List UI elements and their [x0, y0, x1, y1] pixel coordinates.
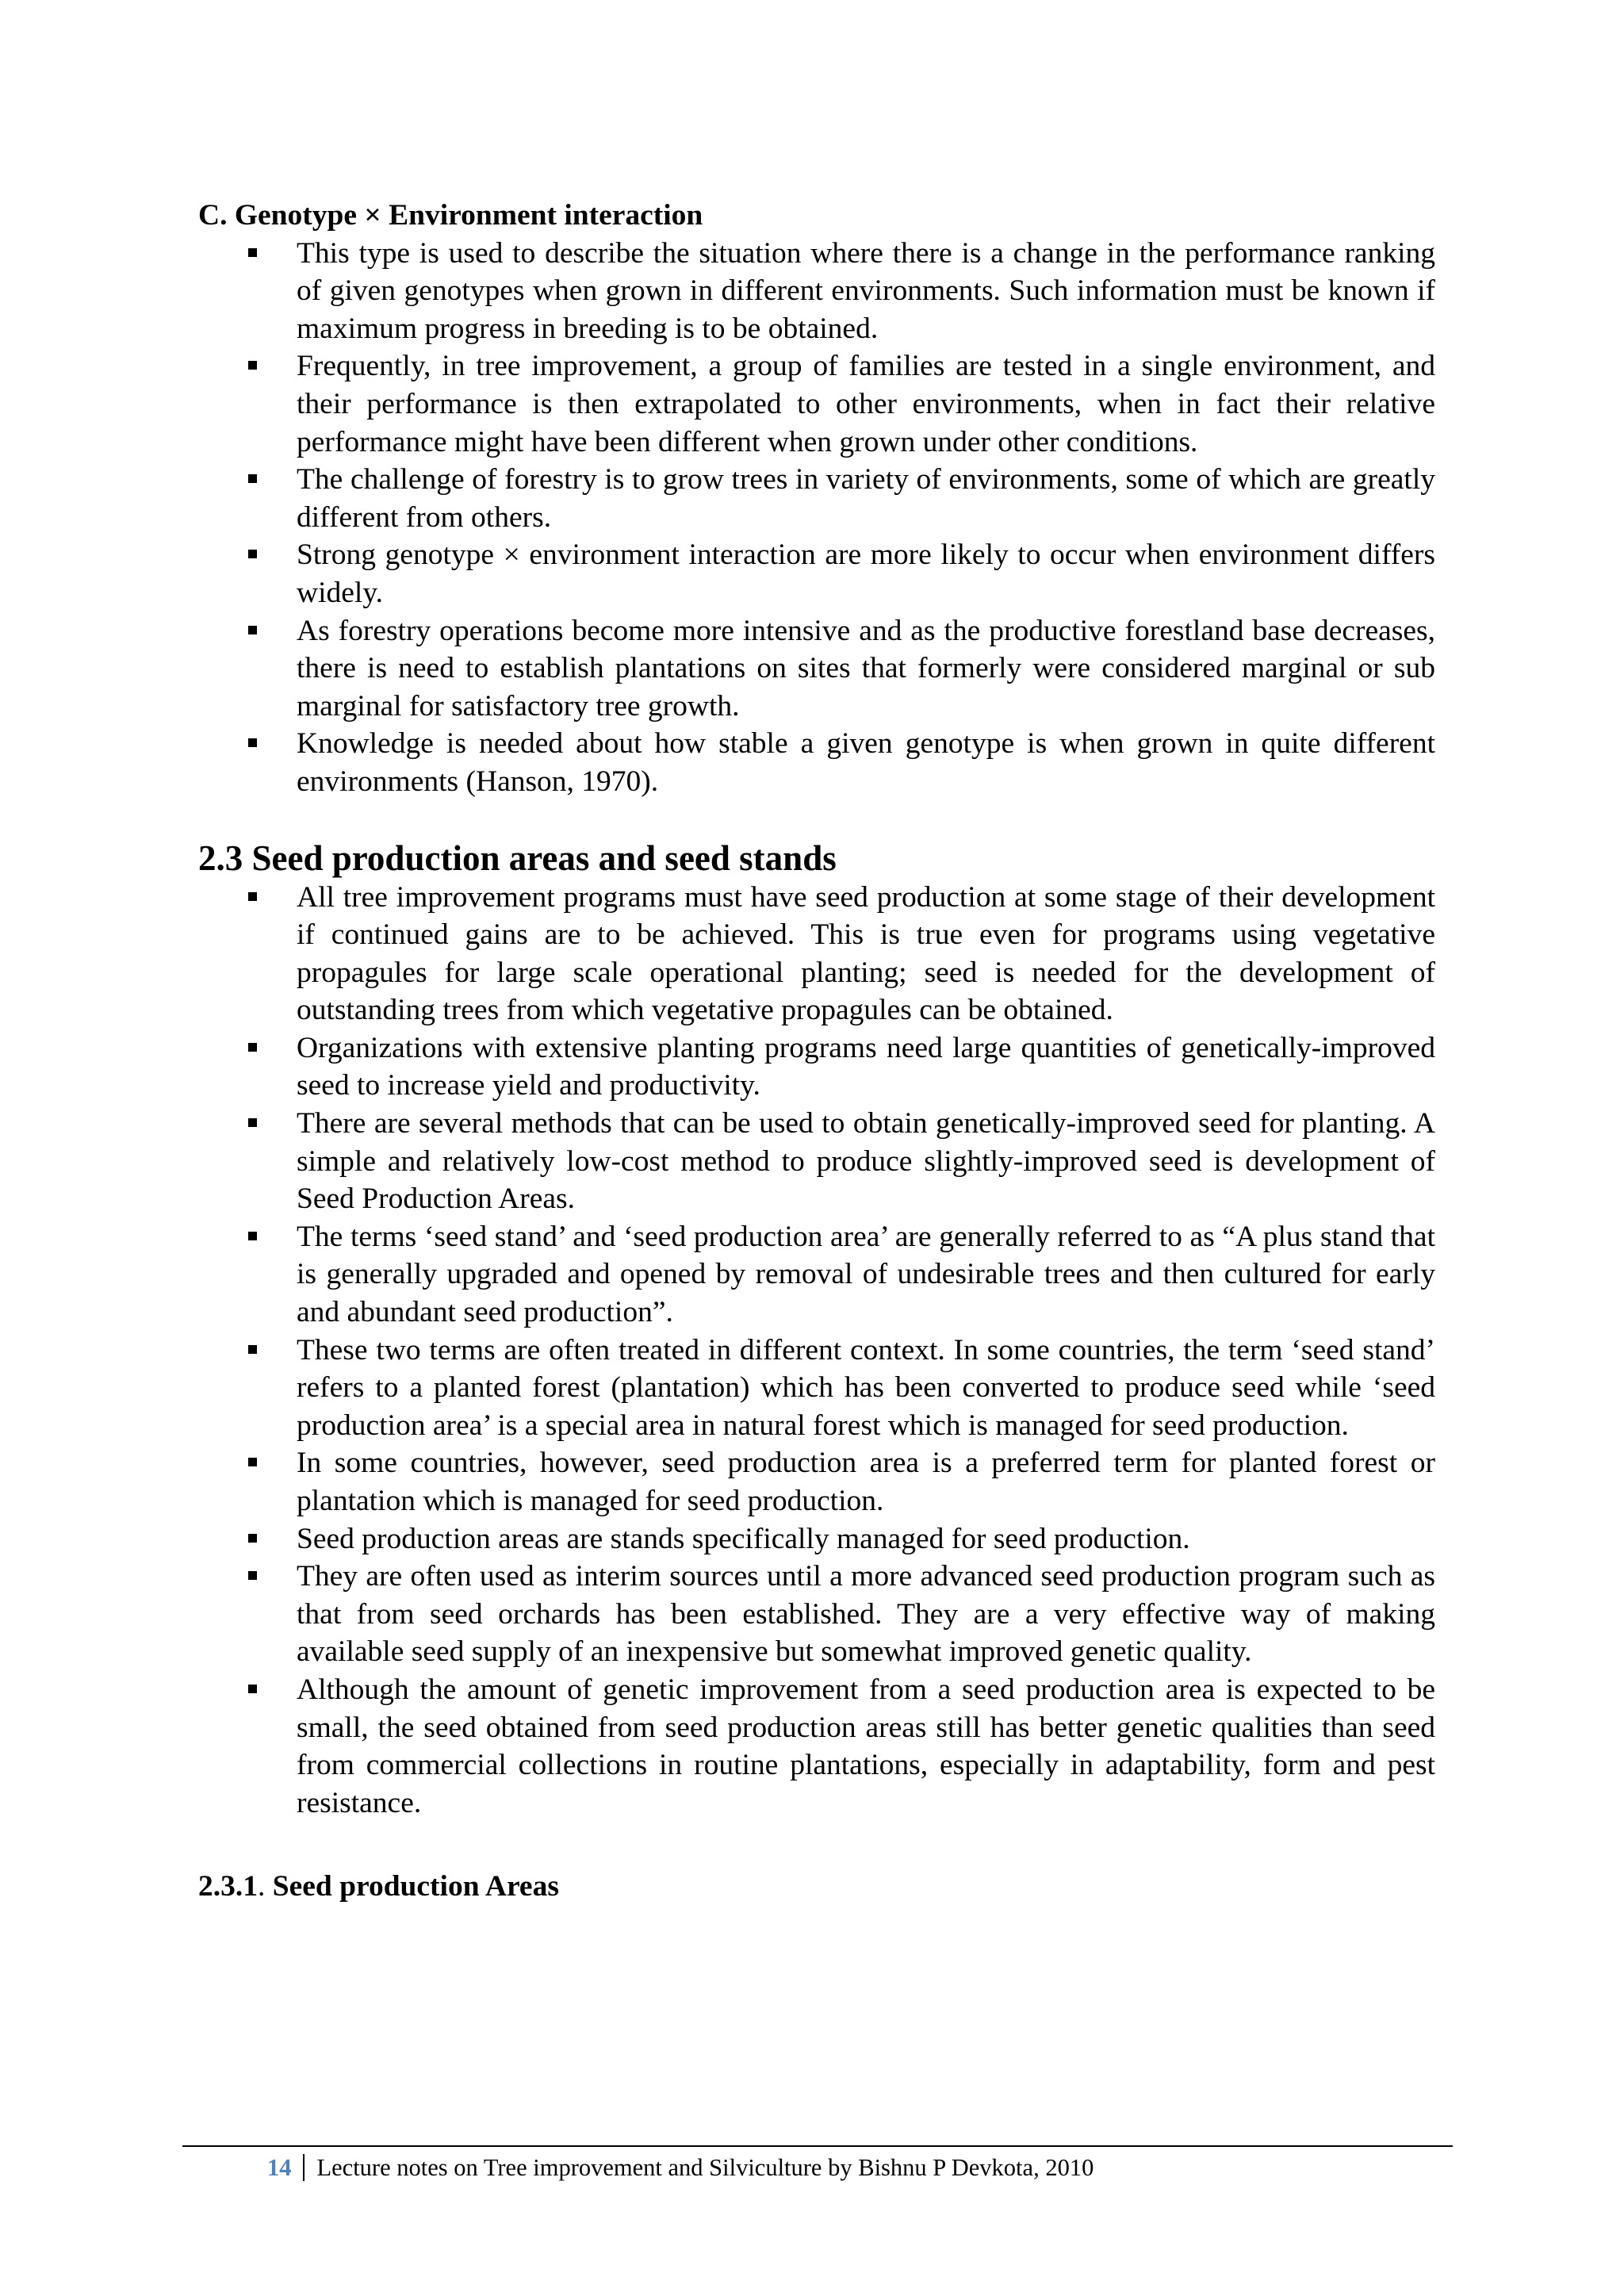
list-item-text: As forestry operations become more intensive and as the productive forestland base decreases, there is need to establish plantations on sites that formerly were considered marginal or sub marginal for satisfactory tree growth.: [297, 614, 1435, 723]
list-item-text: Strong genotype × environment interaction are more likely to occur when environment differs widely.: [297, 539, 1435, 609]
list-item: [198, 1332, 1435, 1445]
square-bullet-icon: [248, 1571, 257, 1580]
square-bullet-icon: [248, 1118, 257, 1127]
list-item: [198, 612, 1435, 726]
list-item-text: There are several methods that can be used to obtain genetically-improved seed for planting. A simple and relatively low-cost method to produce slightly-improved seed is development of Seed Production Areas.: [297, 1107, 1435, 1216]
list-item-text: These two terms are often treated in different context. In some countries, the term ‘seed stand’ refers to a planted forest (plantation) which has been converted to produce seed while ‘seed production area’ is a special area in natural forest which is managed for seed production.: [297, 1333, 1435, 1442]
section-number: 2.3.1: [198, 1870, 258, 1903]
section-number-dot: .: [258, 1870, 266, 1903]
square-bullet-icon: [248, 892, 257, 901]
list-item-text: All tree improvement programs must have seed production at some stage of their development if continued gains are to be achieved. This is true even for programs using vegetative propagules for large scale operational planting; seed is needed for the development of outstanding trees from which vegetative propagules can be obtained.: [297, 880, 1435, 1027]
square-bullet-icon: [248, 474, 257, 483]
section-2-3-heading: 2.3 Seed production areas and seed stands: [198, 838, 837, 878]
list-item: [198, 879, 1435, 1029]
list-item-text: Seed production areas are stands specifically managed for seed production.: [297, 1522, 1190, 1555]
list-item: [198, 235, 1435, 348]
list-item-text: They are often used as interim sources until a more advanced seed production program such as that from seed orchards has been established. They are a very effective way of making available seed supply of an inexpensive but somewhat improved genetic quality.: [297, 1560, 1435, 1669]
list-item: [198, 461, 1435, 536]
square-bullet-icon: [248, 1685, 257, 1693]
page-footer: [267, 2152, 1094, 2183]
section-2-3-1-heading: [198, 1868, 1435, 1906]
footer-separator: [303, 2154, 304, 2181]
section-c-bullet-list: [198, 235, 1435, 801]
list-item-text: The terms ‘seed stand’ and ‘seed production area’ are generally referred to as “A plus stand that is generally upgraded and opened by removal of undesirable trees and then cultured for early and abundant seed production”.: [297, 1220, 1435, 1329]
section-title: Seed production Areas: [272, 1870, 559, 1903]
list-item: [198, 536, 1435, 611]
square-bullet-icon: [248, 626, 257, 634]
square-bullet-icon: [248, 361, 257, 370]
list-item-text: Frequently, in tree improvement, a group of families are tested in a single environment, and their performance is then extrapolated to other environments, when in fact their relative performance might have been different when grown under other conditions.: [297, 350, 1435, 458]
list-item: [198, 1671, 1435, 1822]
square-bullet-icon: [248, 1458, 257, 1466]
section-2-3-bullet-list: [198, 879, 1435, 1823]
square-bullet-icon: [248, 1534, 257, 1543]
section-c-heading: C. Genotype × Environment interaction: [198, 199, 703, 232]
list-item-text: This type is used to describe the situation where there is a change in the performance ranking of given genotypes when grown in different environments. Such information must be known if maximum progress in breeding is to be obtained.: [297, 236, 1435, 345]
list-item: [198, 1444, 1435, 1520]
list-item: [198, 725, 1435, 800]
list-item-text: Knowledge is needed about how stable a given genotype is when grown in quite different environments (Hanson, 1970).: [297, 727, 1435, 798]
list-item-text: Although the amount of genetic improvement from a seed production area is expected to be small, the seed obtained from seed production areas still has better genetic qualities than seed from commercial collections in routine plantations, especially in adaptability, form and pest resistance.: [297, 1673, 1435, 1819]
list-item: [198, 1558, 1435, 1671]
page-content: [198, 197, 1435, 1906]
footer-text: Lecture notes on Tree improvement and Silviculture by Bishnu P Devkota, 2010: [316, 2154, 1094, 2181]
list-item-text: The challenge of forestry is to grow trees in variety of environments, some of which are greatly different from others.: [297, 463, 1435, 534]
square-bullet-icon: [248, 1043, 257, 1052]
list-item: [198, 1520, 1435, 1558]
list-item: [198, 1029, 1435, 1105]
list-item: [198, 347, 1435, 461]
square-bullet-icon: [248, 1345, 257, 1354]
footer-divider: [182, 2145, 1453, 2147]
square-bullet-icon: [248, 550, 257, 558]
square-bullet-icon: [248, 1232, 257, 1240]
list-item: [198, 1218, 1435, 1332]
list-item: [198, 1105, 1435, 1218]
list-item-text: In some countries, however, seed production area is a preferred term for planted forest or plantation which is managed for seed production.: [297, 1447, 1435, 1517]
list-item-text: Organizations with extensive planting programs need large quantities of genetically-improved seed to increase yield and productivity.: [297, 1031, 1435, 1102]
page-number: 14: [267, 2154, 292, 2181]
square-bullet-icon: [248, 248, 257, 257]
square-bullet-icon: [248, 738, 257, 747]
